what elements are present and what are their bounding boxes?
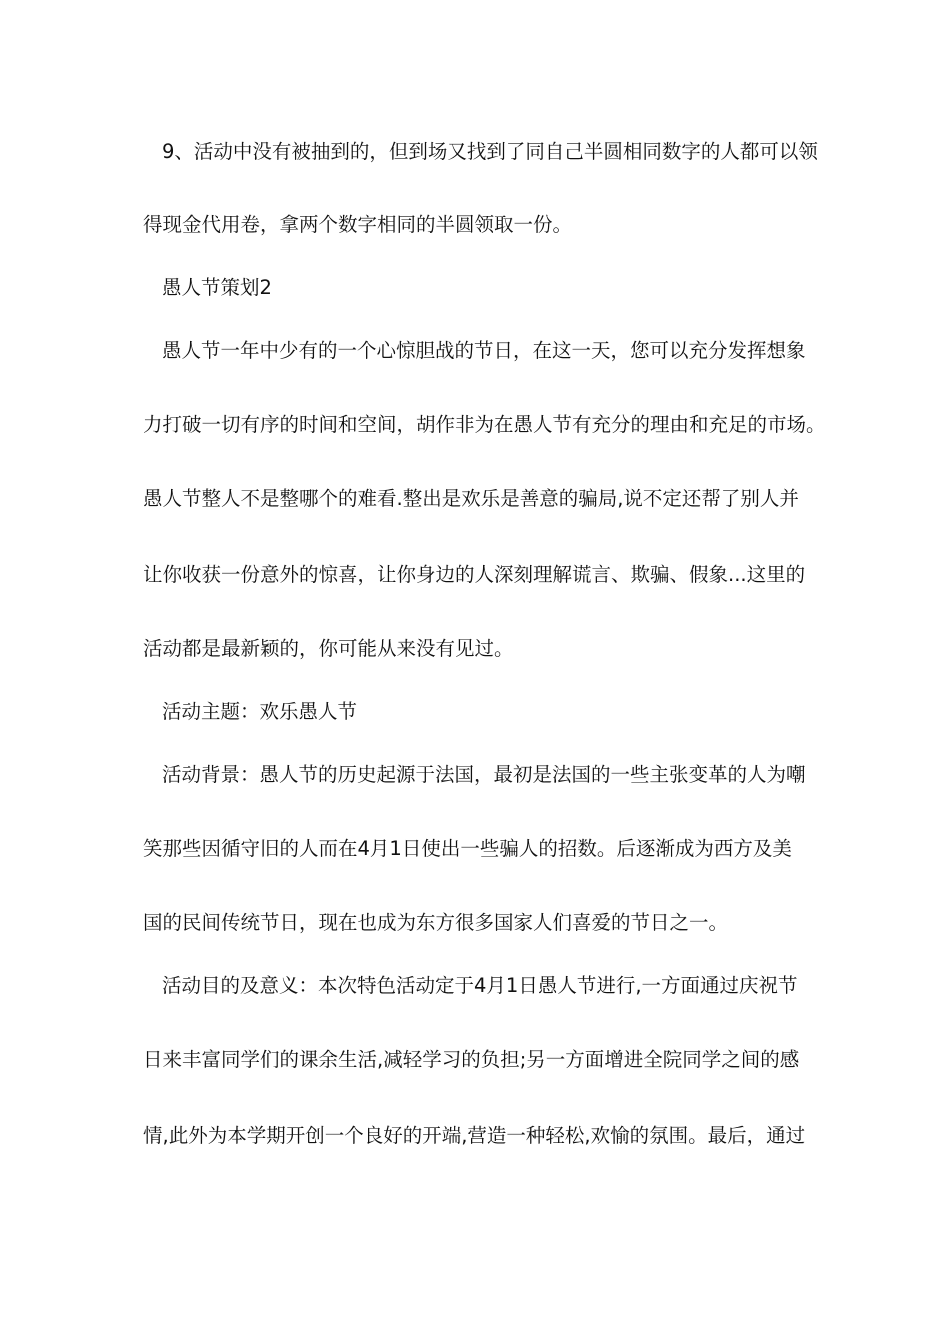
paragraph-line: 国的民间传统节日，现在也成为东方很多国家人们喜爱的节日之一。 (143, 911, 729, 934)
paragraph-line: 9、活动中没有被抽到的，但到场又找到了同自己半圆相同数字的人都可以领 (162, 140, 818, 163)
section-heading: 愚人节策划2 (162, 276, 272, 299)
paragraph-line: 活动主题：欢乐愚人节 (162, 700, 358, 723)
paragraph-line: 让你收获一份意外的惊喜，让你身边的人深刻理解谎言、欺骗、假象...这里的 (143, 563, 806, 586)
paragraph-line: 活动背景：愚人节的历史起源于法国，最初是法国的一些主张变革的人为嘲 (162, 763, 806, 786)
paragraph-line: 愚人节一年中少有的一个心惊胆战的节日，在这一天，您可以充分发挥想象 (162, 339, 806, 362)
paragraph-line: 笑那些因循守旧的人而在4月1日使出一些骗人的招数。后逐渐成为西方及美 (143, 837, 792, 860)
paragraph-line: 情,此外为本学期开创一个良好的开端,营造一种轻松,欢愉的氛围。最后，通过 (143, 1124, 806, 1147)
paragraph-line: 得现金代用卷，拿两个数字相同的半圆领取一份。 (143, 213, 573, 236)
paragraph-line: 日来丰富同学们的课余生活,减轻学习的负担;另一方面增进全院同学之间的感 (143, 1048, 800, 1071)
paragraph-line: 活动都是最新颖的，你可能从来没有见过。 (143, 637, 514, 660)
paragraph-line: 力打破一切有序的时间和空间，胡作非为在愚人节有充分的理由和充足的市场。 (143, 413, 826, 436)
paragraph-line: 活动目的及意义：本次特色活动定于4月1日愚人节进行,一方面通过庆祝节 (162, 974, 798, 997)
paragraph-line: 愚人节整人不是整哪个的难看.整出是欢乐是善意的骗局,说不定还帮了别人并 (143, 487, 799, 510)
